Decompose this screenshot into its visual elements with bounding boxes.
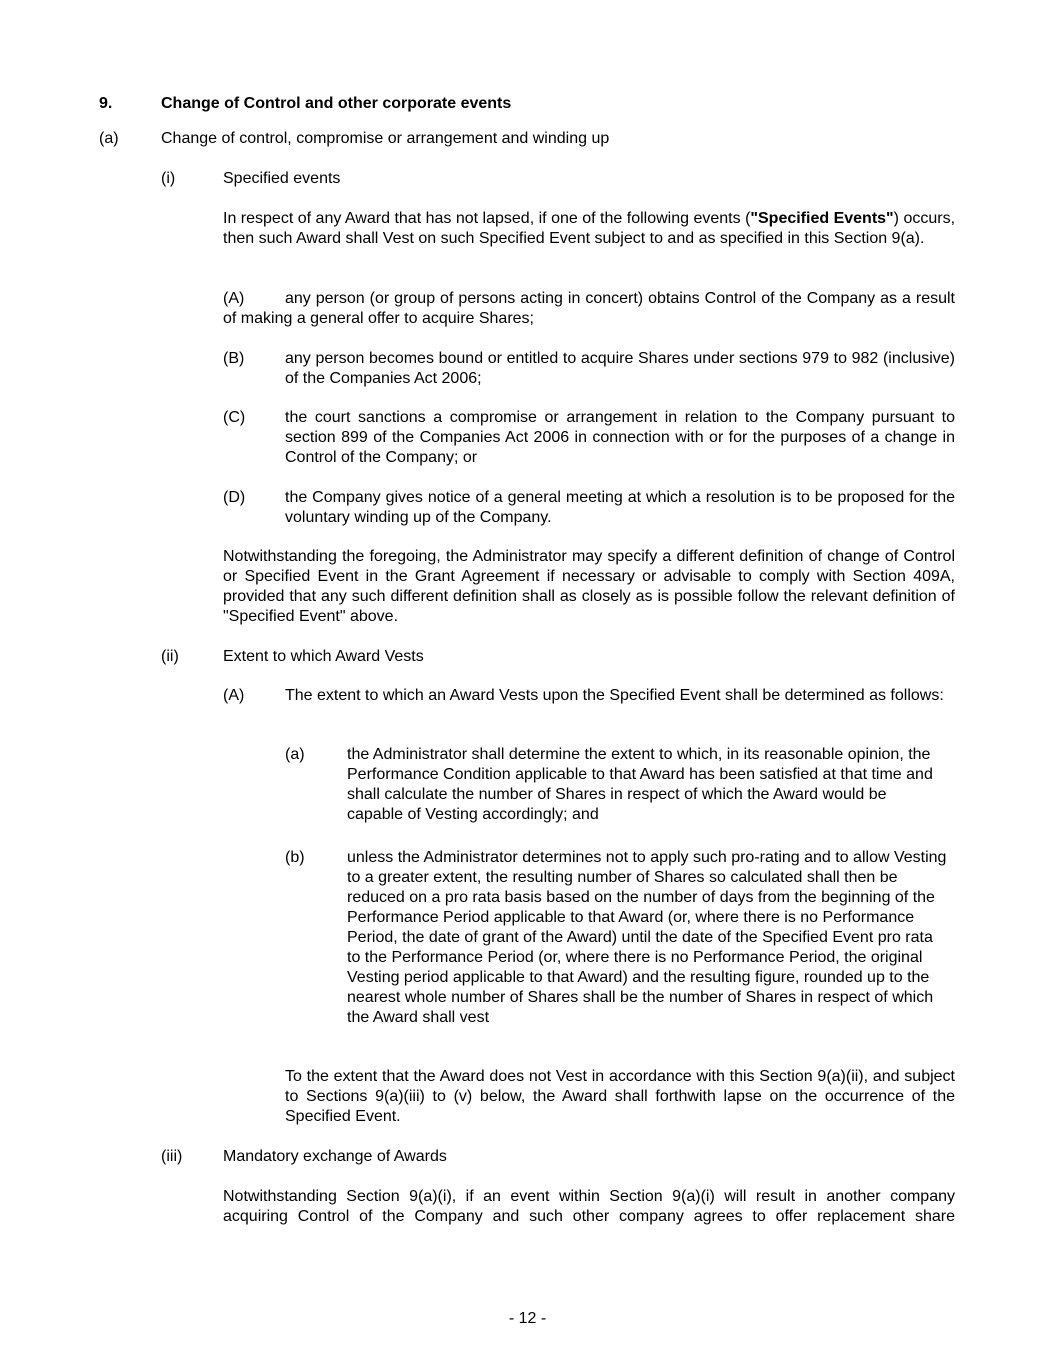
specified-event-item-b: any person becomes bound or entitled to acquire Shares under sections 979 to 982 (inclusive) of the Companies Act 2006; [285,350,955,387]
clause-ii-a-text: The extent to which an Award Vests upon the Specified Event shall be determined as follows: [285,687,944,704]
clause-i-heading: Specified events [223,170,341,187]
page-number: - 12 - [508,1310,547,1327]
specified-events-intro: In respect of any Award that has not lapsed, if one of the following events ("Specified Events") occurs, then such Award shall Vest on such Specified Event subject to and as specified in this Section 9(a). [223,210,956,247]
sub-a-text: the Administrator shall determine the extent to which, in its reasonable opinion, the Performance Condition applicable to that Award has been satisfied at that time and shall calculate the number of Shares in respect of which the Award would be capable of Vesting accordingly; and [347,746,933,823]
sub-b-label: (b) [285,849,305,866]
specified-event-item-c: the court sanctions a compromise or arrangement in relation to the Company pursuant to section 899 of the Companies Act 2006 in connection with or for the purposes of a change in Control of the Company; or [285,409,955,466]
section-number: 9. [99,95,113,112]
item-b-label: (B) [223,350,245,367]
notwithstanding-paragraph: Notwithstanding the foregoing, the Administrator may specify a different definition of change of Control or Specified Event in the Grant Agreement if necessary or advisable to comply with Section 409A, provided that any such different definition shall as closely as is possible follow the relevant definition of "Specified Event" above. [223,548,955,625]
clause-i-label: (i) [161,170,176,187]
mandatory-exchange-paragraph: Notwithstanding Section 9(a)(i), if an event within Section 9(a)(i) will result in another company acquiring Control of the Company and such other company agrees to offer replacement share [223,1188,955,1225]
item-a-label: (A) [223,290,245,307]
clause-a-label: (a) [99,130,119,147]
section-title: Change of Control and other corporate events [161,95,512,112]
clause-iii-heading: Mandatory exchange of Awards [223,1148,447,1165]
clause-ii-label: (ii) [161,648,179,665]
specified-event-item-a: (A) any person (or group of persons acting in concert) obtains Control of the Company as a result of making a general offer to acquire Shares; [223,290,955,327]
item-d-label: (D) [223,489,246,506]
sub-b-text: unless the Administrator determines not to apply such pro-rating and to allow Vesting to a greater extent, the resulting number of Shares so calculated shall then be reduced on a pro rata basis based on the number of days from the beginning of the Performance Period applicable to that Award (or, where there is no Performance Period, the date of grant of the Award) until the date of the Specified Event pro rata to the Performance Period (or, where there is no Performance Period, the original Vesting period applicable to that Award) and the resulting figure, rounded up to the nearest whole number of Shares shall be the number of Shares in respect of which the Award shall vest [347,849,947,1026]
clause-a-heading: Change of control, compromise or arrangement and winding up [161,130,610,147]
clause-ii-a-label: (A) [223,687,245,704]
item-c-label: (C) [223,409,246,426]
clause-ii-heading: Extent to which Award Vests [223,648,424,665]
sub-a-label: (a) [285,746,305,763]
specified-event-item-d: the Company gives notice of a general meeting at which a resolution is to be proposed for the voluntary winding up of the Company. [285,489,955,526]
clause-iii-label: (iii) [161,1148,183,1165]
lapse-paragraph: To the extent that the Award does not Vest in accordance with this Section 9(a)(ii), and subject to Sections 9(a)(iii) to (v) below, the Award shall forthwith lapse on the occurrence of the Specified Event. [285,1068,955,1125]
